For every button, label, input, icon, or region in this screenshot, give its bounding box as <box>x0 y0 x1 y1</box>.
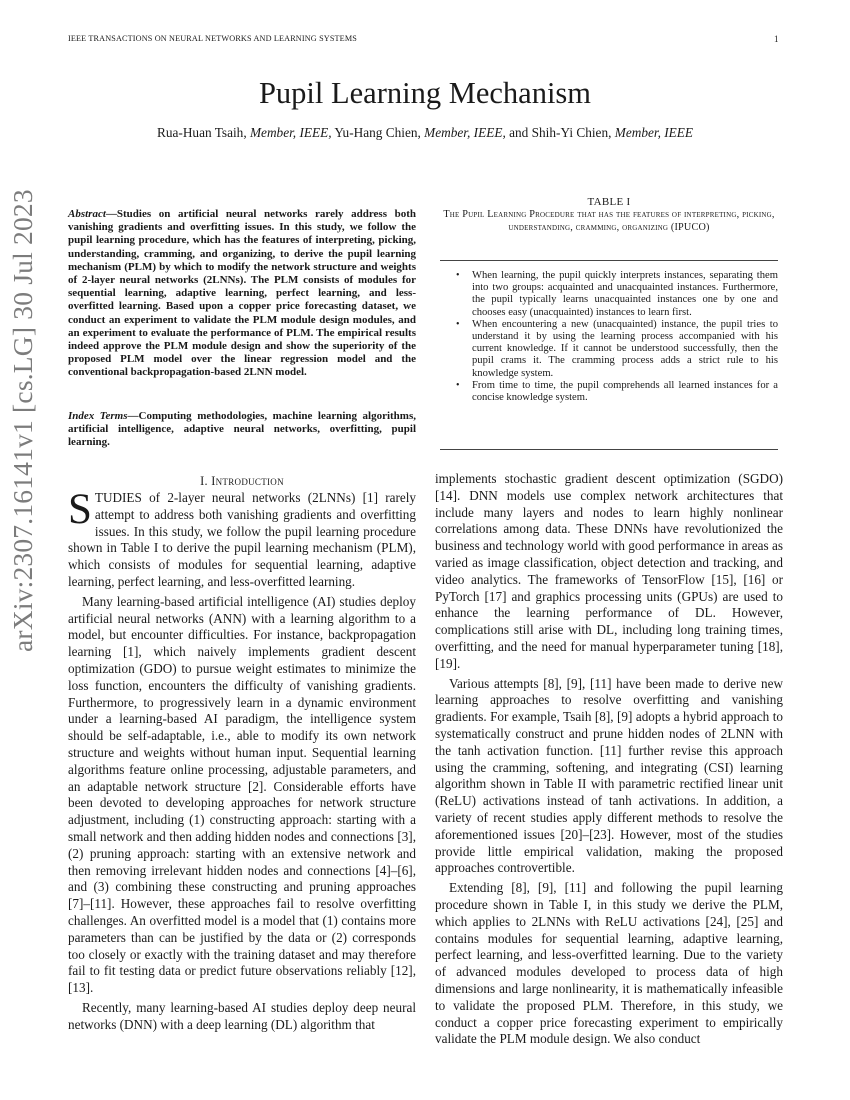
index-terms <box>68 410 416 450</box>
table-bottom-rule <box>440 449 778 450</box>
left-column-body <box>68 486 416 1034</box>
table-top-rule <box>440 260 778 261</box>
author-affiliation: Member, IEEE <box>614 125 694 140</box>
author-list <box>0 125 850 141</box>
paragraph: STUDIES of 2-layer neural networks (2LNNs) [1] rarely attempt to address both vanishing gradients and overfitting issues. In this study, we follow the pupil learning procedure shown in Table I to derive the pupil learning mechanism (PLM), which consists of modules for sequential learning, adaptive learning, perfect learning, and less-overfitted learning. <box>68 486 416 589</box>
paragraph: implements stochastic gradient descent optimization (SGDO) [14]. DNN models use complex network architectures that include many layers and nodes to learn highly nonlinear correlations among data. These DNNs have revolutionized the business and technology world with good performance in areas as varied as image classification, object detection and tracking, and video analytics. The frameworks of TensorFlow [15], [16] or PyTorch [17] and graphics processing units (GPUs) are used to enhance the learning performance of DL. However, complications still arise with DL, including long training times, overfitting, and the need for manual hyperparameter tuning [18], [19]. <box>435 471 783 671</box>
section-heading: I. Introduction <box>200 474 284 488</box>
paragraph: Extending [8], [9], [11] and following the pupil learning procedure shown in Table I, in this study we derive the PLM, which applies to 2LNNs with ReLU activations [24], [25] and contains modules for sequential learning, adaptive learning, perfect learning, and less-overfitted learning. Due to the variety of advanced modules developed to process data of high dimensions and large nonlinearity, it is mathematically infeasible to validate the proposed PLM. Therefore, in this study, we conduct a copper price forecasting experiment to empirically validate the PLM module design. We also conduct <box>435 880 783 1047</box>
table-content <box>440 270 778 404</box>
drop-cap: S <box>68 486 92 533</box>
journal-header: IEEE TRANSACTIONS ON NEURAL NETWORKS AND LEARNING SYSTEMS <box>68 34 357 43</box>
author-name: Yu-Hang Chien, <box>334 125 421 140</box>
list-item: • From time to time, the pupil comprehends all learned instances for a concise knowledge system. <box>458 380 778 404</box>
index-terms-label: Index Terms <box>68 410 128 422</box>
right-column-body <box>435 471 783 1048</box>
paragraph: Recently, many learning-based AI studies deploy deep neural networks (DNN) with a deep learning (DL) algorithm that <box>68 999 416 1032</box>
author-name: and Shih-Yi Chien, <box>509 125 612 140</box>
index-terms-text: —Computing methodologies, machine learning algorithms, artificial intelligence, adaptive neural networks, overfitting, pupil learning. <box>68 410 416 449</box>
list-item: • When learning, the pupil quickly interprets instances, separating them into two groups: acquainted and unacquainted instances. Furthermore, the pupil typically learns unacquainted instances one by one and chooses easy (unacquainted) instances to learn first. <box>458 270 778 319</box>
table-caption: The Pupil Learning Procedure that has the features of interpreting, picking, understanding, cramming, organizing (IPUCO) <box>443 209 775 233</box>
author-affiliation: Member, IEEE, <box>249 125 332 140</box>
abstract-label: Abstract <box>68 208 106 220</box>
arxiv-identifier: arXiv:2307.16141v1 [cs.LG] 30 Jul 2023 <box>7 189 38 652</box>
paragraph: Various attempts [8], [9], [11] have been made to derive new learning approaches to resolve overfitting and vanishing gradients. For example, Tsaih [8], [9] adopts a hybrid approach to systematically construct and prune hidden nodes of 2LNN with the tanh activation function. [11] further revise this approach using the cramming, softening, and integrating (CSI) learning algorithm shown in Table II with parametric rectified linear unit (ReLU) activations instead of tanh activations. In addition, a variety of recent studies apply different methods to resolve the aforementioned issues [20]–[23]. However, most of the studies provide little empirical validation, making the proposed approaches controvertible. <box>435 675 783 876</box>
bullet-list <box>440 270 778 404</box>
abstract-text: —Studies on artificial neural networks rarely address both vanishing gradients and overfitting issues. In this study, we follow the pupil learning procedure, which has the features of interpreting, picking, understanding, cramming, and organizing, to derive the pupil learning mechanism (PLM) by which to modify the network structure and weights of 2-layer neural networks (2LNNs). The PLM consists of modules for sequential learning, adaptive learning, perfect learning, and less-overfitted learning. Based upon a copper price forecasting dataset, we conduct an experiment to validate the PLM module design modules, and an experiment to evaluate the performance of PLM. The empirical results indeed approve the PLM module design and show the superiority of the proposed PLM model over the linear regression model and the conventional backpropagation-based 2LNN model. <box>68 208 416 379</box>
page-number: 1 <box>774 34 779 44</box>
abstract <box>68 208 416 380</box>
paragraph: Many learning-based artificial intelligence (AI) studies deploy artificial neural networks (ANN) with a learning algorithm to a model, but encounter difficulties. For instance, backpropagation learning [1], which naively implements gradient descent optimization (GDO) to pursue weight estimates to minimize the loss function, encounters the difficulty of vanishing gradients. Furthermore, to progressively learn in a dynamic environment under a learning-based AI paradigm, the intelligence system should be self-adaptable, i.e., able to modify its own network structure and weights without human input. Sequential learning algorithms feature online processing, adjustable parameters, and an adaptable network structure [2]. Considerable efforts have been devoted to developing approaches for network structure adjustment, including (1) constructing approach: starting with a small network and then adding hidden nodes and connections [3], (2) pruning approach: starting with an extensive network and then removing irrelevant hidden nodes and connections [4]–[6], and (3) combining these constructing and pruning approaches [7]–[11]. However, these approaches fail to resolve overfitting challenges. An overfitted model is a model that (1) contains more parameters than can be justified by the data or (2) corresponds too closely or exactly with the training dataset and may therefore fail to fit testing data or predict future observations reliably [12], [13]. <box>68 593 416 996</box>
author-affiliation: Member, IEEE, <box>424 125 506 140</box>
table-label: TABLE I <box>587 196 631 208</box>
list-item: • When encountering a new (unacquainted) instance, the pupil tries to understand it by using the learning process accompanied with his current knowledge. If it cannot be understood successfully, then the pupil crams it. The cramming process adds a strict rule to his knowledge system. <box>458 319 778 380</box>
author-name: Rua-Huan Tsaih, <box>156 125 247 140</box>
paper-title: Pupil Learning Mechanism <box>258 76 592 110</box>
